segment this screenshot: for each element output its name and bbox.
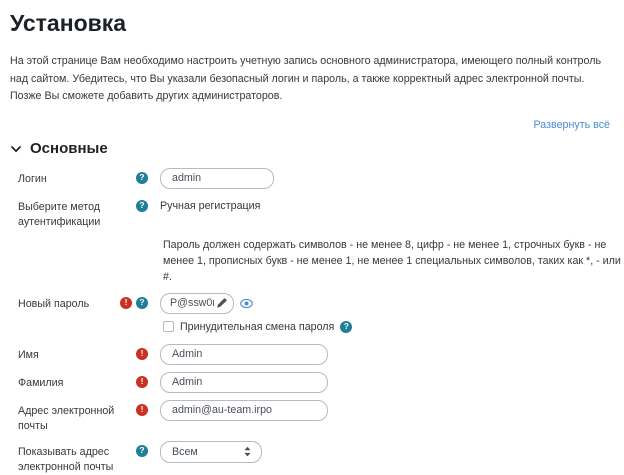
- select-arrows-icon: [244, 446, 251, 457]
- firstname-input[interactable]: [160, 344, 328, 365]
- row-email: [10, 400, 610, 434]
- help-icon[interactable]: ?: [136, 172, 148, 184]
- expand-all-link[interactable]: Развернуть всё: [533, 118, 610, 131]
- new-password-label: Новый пароль: [18, 297, 90, 310]
- required-icon: !: [136, 376, 148, 388]
- row-force-password-change: [163, 321, 610, 333]
- row-email-visibility: [10, 441, 610, 475]
- help-icon[interactable]: ?: [136, 445, 148, 457]
- email-input[interactable]: [160, 400, 328, 421]
- required-icon: !: [136, 404, 148, 416]
- auth-method-value: Ручная регистрация: [160, 199, 261, 212]
- section-header-general[interactable]: [10, 140, 610, 157]
- eye-icon[interactable]: [240, 297, 253, 310]
- lastname-input[interactable]: [160, 372, 328, 393]
- lastname-label: Фамилия: [18, 376, 64, 389]
- page-title: Установка: [10, 10, 127, 36]
- chevron-down-icon[interactable]: [11, 146, 21, 153]
- username-label: Логин: [18, 172, 47, 185]
- password-requirements-hint: Пароль должен содержать символов - не менее 8, цифр - не менее 1, строчных букв - не менее 1, прописных букв - не менее 1, не менее 1 специальных символов, таких как *, - или #.: [163, 238, 621, 283]
- new-password-field[interactable]: [160, 293, 234, 314]
- admin-account-form: [10, 168, 621, 475]
- page-description: На этой странице Вам необходимо настроить учетную запись основного администратора, имеющего полный контроль над сайтом. Убедитесь, что Вы указали безопасный логин и пароль, а также корректный адрес электронной почты. Позже Вы сможете добавить других администраторов.: [10, 55, 602, 102]
- email-visibility-label: Показывать адрес электронной почты: [18, 445, 114, 473]
- email-visibility-select[interactable]: [160, 441, 262, 463]
- pencil-icon: [216, 298, 227, 309]
- auth-method-label: Выберите метод аутентификации: [18, 200, 101, 228]
- row-username: [10, 168, 610, 189]
- expand-all-row: [10, 119, 610, 131]
- firstname-label: Имя: [18, 348, 39, 361]
- new-password-input[interactable]: [170, 297, 214, 309]
- row-auth-method: [10, 196, 610, 230]
- help-icon[interactable]: ?: [136, 297, 148, 309]
- help-icon[interactable]: ?: [136, 200, 148, 212]
- email-visibility-selected-value: Всем: [172, 445, 198, 458]
- required-icon: !: [136, 348, 148, 360]
- row-lastname: [10, 372, 610, 393]
- row-firstname: [10, 344, 610, 365]
- required-icon: !: [120, 297, 132, 309]
- row-new-password: [10, 293, 610, 314]
- email-label: Адрес электронной почты: [18, 404, 115, 432]
- username-input[interactable]: [160, 168, 274, 189]
- force-password-change-checkbox[interactable]: [163, 321, 174, 332]
- section-title[interactable]: Основные: [30, 139, 108, 157]
- force-password-change-label: Принудительная смена пароля: [180, 320, 335, 333]
- help-icon[interactable]: ?: [340, 321, 352, 333]
